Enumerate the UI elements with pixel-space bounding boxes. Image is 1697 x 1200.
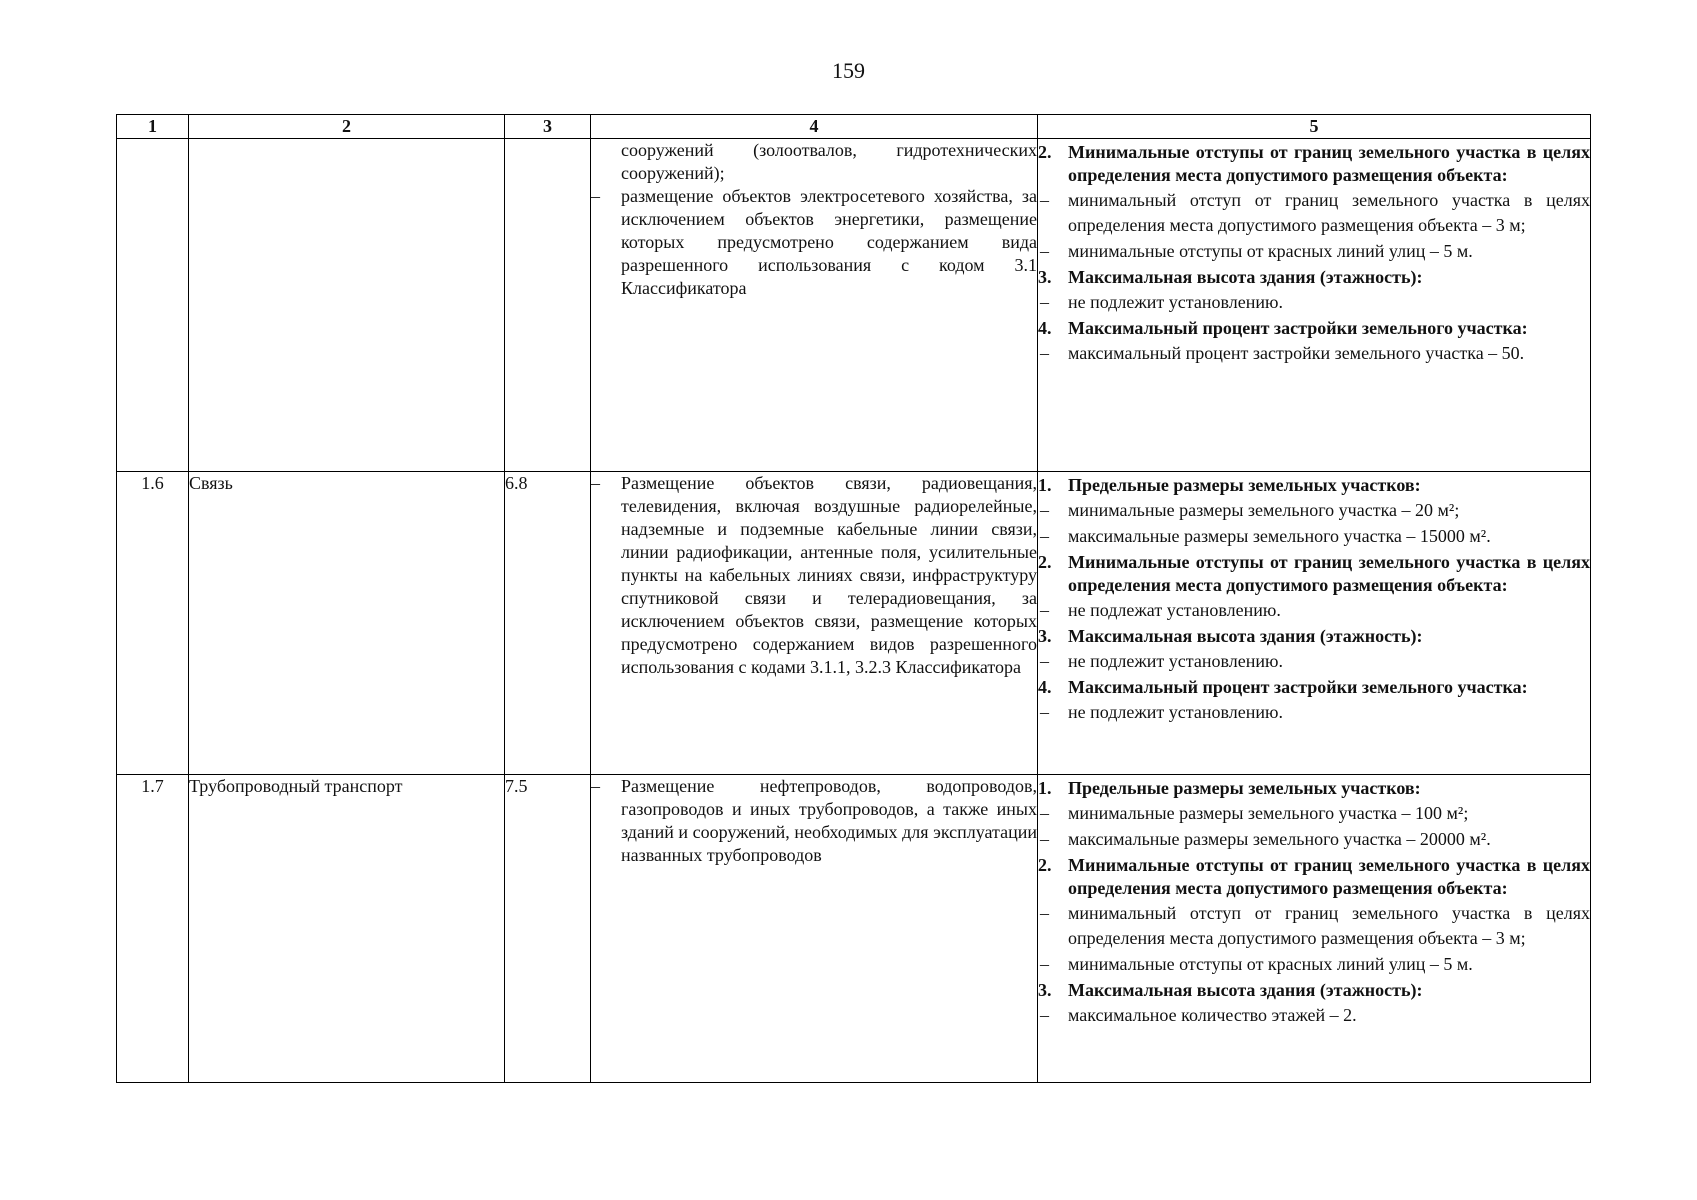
parameter-heading-text: Предельные размеры земельных участков: — [1068, 778, 1421, 798]
parameter-item — [1038, 290, 1590, 315]
parameter-item-text: минимальные размеры земельного участка – 100 м²; — [1068, 803, 1469, 823]
bullet-dash: – — [1040, 651, 1049, 671]
bullet-dash: – — [1040, 500, 1049, 520]
bullet-dash: – — [1040, 600, 1049, 620]
use-type-name — [189, 139, 505, 472]
parameter-number: 3. — [1038, 267, 1052, 287]
header-row — [117, 115, 1591, 139]
description-item — [591, 185, 1037, 300]
parameter-heading-text: Максимальная высота здания (этажность): — [1068, 267, 1423, 287]
bullet-dash: – — [1040, 1005, 1049, 1025]
page-number: 159 — [832, 58, 865, 83]
parameter-item-text: не подлежит установлению. — [1068, 292, 1283, 312]
parameter-heading — [1038, 625, 1590, 648]
parameter-item-text: минимальные отступы от красных линий улиц – 5 м. — [1068, 241, 1473, 261]
parameter-heading-text: Максимальная высота здания (этажность): — [1068, 980, 1423, 1000]
use-type-code — [505, 139, 591, 472]
parameter-item-text: не подлежит установлению. — [1068, 651, 1283, 671]
description-text: сооружений (золоотвалов, гидротехнических сооружений); — [621, 140, 1037, 183]
parameter-item — [1038, 498, 1590, 523]
parameter-number: 4. — [1038, 677, 1052, 697]
column-header: 4 — [591, 115, 1038, 139]
description-item — [591, 775, 1037, 867]
parameter-item — [1038, 649, 1590, 674]
bullet-dash: – — [1040, 702, 1049, 722]
parameter-heading — [1038, 317, 1590, 340]
parameter-item-text: минимальный отступ от границ земельного участка в целях определения места допустимого размещения объекта – 3 м; — [1068, 903, 1590, 948]
bullet-dash: – — [591, 186, 600, 206]
row-number: 1.7 — [117, 775, 189, 1083]
row-number — [117, 139, 189, 472]
parameter-heading-text: Максимальная высота здания (этажность): — [1068, 626, 1423, 646]
row-number: 1.6 — [117, 472, 189, 775]
parameter-item — [1038, 341, 1590, 366]
parameter-heading — [1038, 777, 1590, 800]
bullet-dash: – — [1040, 343, 1049, 363]
parameter-heading — [1038, 474, 1590, 497]
table-row — [117, 775, 1591, 1083]
parameters-cell — [1038, 139, 1591, 472]
parameter-heading-text: Минимальные отступы от границ земельного участка в целях определения места допустимого размещения объекта: — [1068, 552, 1590, 595]
use-description — [591, 139, 1038, 472]
parameter-heading — [1038, 141, 1590, 187]
parameter-number: 2. — [1038, 855, 1052, 875]
parameter-number: 4. — [1038, 318, 1052, 338]
parameter-item-text: не подлежит установлению. — [1068, 702, 1283, 722]
parameter-heading — [1038, 676, 1590, 699]
parameter-item-text: минимальный отступ от границ земельного участка в целях определения места допустимого размещения объекта – 3 м; — [1068, 190, 1590, 235]
use-description — [591, 775, 1038, 1083]
parameter-number: 2. — [1038, 552, 1052, 572]
parameter-number: 3. — [1038, 980, 1052, 1000]
parameter-item — [1038, 827, 1590, 852]
parameter-item-text: минимальные отступы от красных линий улиц – 5 м. — [1068, 954, 1473, 974]
use-type-code: 7.5 — [505, 775, 591, 1083]
description-text: Размещение нефтепроводов, водопроводов, газопроводов и иных трубопроводов, а также иных зданий и сооружений, необходимых для эксплуатации названных трубопроводов — [621, 776, 1037, 865]
parameter-item-text: не подлежат установлению. — [1068, 600, 1281, 620]
bullet-dash: – — [1040, 526, 1049, 546]
use-type-code: 6.8 — [505, 472, 591, 775]
bullet-dash: – — [1040, 241, 1049, 261]
table-row — [117, 472, 1591, 775]
bullet-dash: – — [591, 776, 600, 796]
parameter-item — [1038, 1003, 1590, 1028]
parameter-heading-text: Минимальные отступы от границ земельного участка в целях определения места допустимого размещения объекта: — [1068, 142, 1590, 185]
bullet-dash: – — [1040, 803, 1049, 823]
parameter-heading — [1038, 551, 1590, 597]
parameter-item-text: максимальное количество этажей – 2. — [1068, 1005, 1357, 1025]
parameter-item — [1038, 598, 1590, 623]
description-item — [591, 472, 1037, 679]
use-type-name: Трубопроводный транспорт — [189, 775, 505, 1083]
parameter-item-text: минимальные размеры земельного участка – 20 м²; — [1068, 500, 1460, 520]
parameters-cell — [1038, 775, 1591, 1083]
parameter-heading-text: Минимальные отступы от границ земельного участка в целях определения места допустимого размещения объекта: — [1068, 855, 1590, 898]
bullet-dash: – — [1040, 829, 1049, 849]
parameter-heading — [1038, 266, 1590, 289]
column-header: 1 — [117, 115, 189, 139]
parameter-item — [1038, 801, 1590, 826]
column-header: 2 — [189, 115, 505, 139]
parameters-cell — [1038, 472, 1591, 775]
bullet-dash: – — [1040, 903, 1049, 923]
parameter-item — [1038, 952, 1590, 977]
parameter-item-text: максимальный процент застройки земельного участка – 50. — [1068, 343, 1525, 363]
bullet-dash: – — [1040, 292, 1049, 312]
parameter-item-text: максимальные размеры земельного участка – 20000 м². — [1068, 829, 1491, 849]
parameter-heading-text: Максимальный процент застройки земельного участка: — [1068, 318, 1528, 338]
use-description — [591, 472, 1038, 775]
parameter-item-text: максимальные размеры земельного участка – 15000 м². — [1068, 526, 1491, 546]
description-item — [591, 139, 1037, 185]
parameter-heading-text: Максимальный процент застройки земельного участка: — [1068, 677, 1528, 697]
column-header: 3 — [505, 115, 591, 139]
bullet-dash: – — [591, 473, 600, 493]
parameter-number: 1. — [1038, 778, 1052, 798]
column-header: 5 — [1038, 115, 1591, 139]
parameter-heading-text: Предельные размеры земельных участков: — [1068, 475, 1421, 495]
parameter-number: 2. — [1038, 142, 1052, 162]
parameter-item — [1038, 188, 1590, 238]
parameter-item — [1038, 524, 1590, 549]
regulations-table — [116, 114, 1591, 1083]
parameter-item — [1038, 901, 1590, 951]
table-row — [117, 139, 1591, 472]
description-text: размещение объектов электросетевого хозяйства, за исключением объектов энергетики, размещение которых предусмотрено содержанием вида разрешенного использования с кодом 3.1 Классификатора — [621, 186, 1037, 298]
use-type-name: Связь — [189, 472, 505, 775]
parameter-number: 1. — [1038, 475, 1052, 495]
parameter-heading — [1038, 979, 1590, 1002]
bullet-dash: – — [1040, 190, 1049, 210]
parameter-item — [1038, 239, 1590, 264]
description-text: Размещение объектов связи, радиовещания, телевидения, включая воздушные радиорелейные, надземные и подземные кабельные линии связи, линии радиофикации, антенные поля, усилительные пункты на кабельных линиях связи, инфраструктуру спутниковой связи и телерадиовещания, за исключением объектов связи, размещение которых предусмотрено содержанием видов разрешенного использования с кодами 3.1.1, 3.2.3 Классификатора — [621, 473, 1037, 677]
bullet-dash: – — [1040, 954, 1049, 974]
parameter-heading — [1038, 854, 1590, 900]
parameter-number: 3. — [1038, 626, 1052, 646]
parameter-item — [1038, 700, 1590, 725]
